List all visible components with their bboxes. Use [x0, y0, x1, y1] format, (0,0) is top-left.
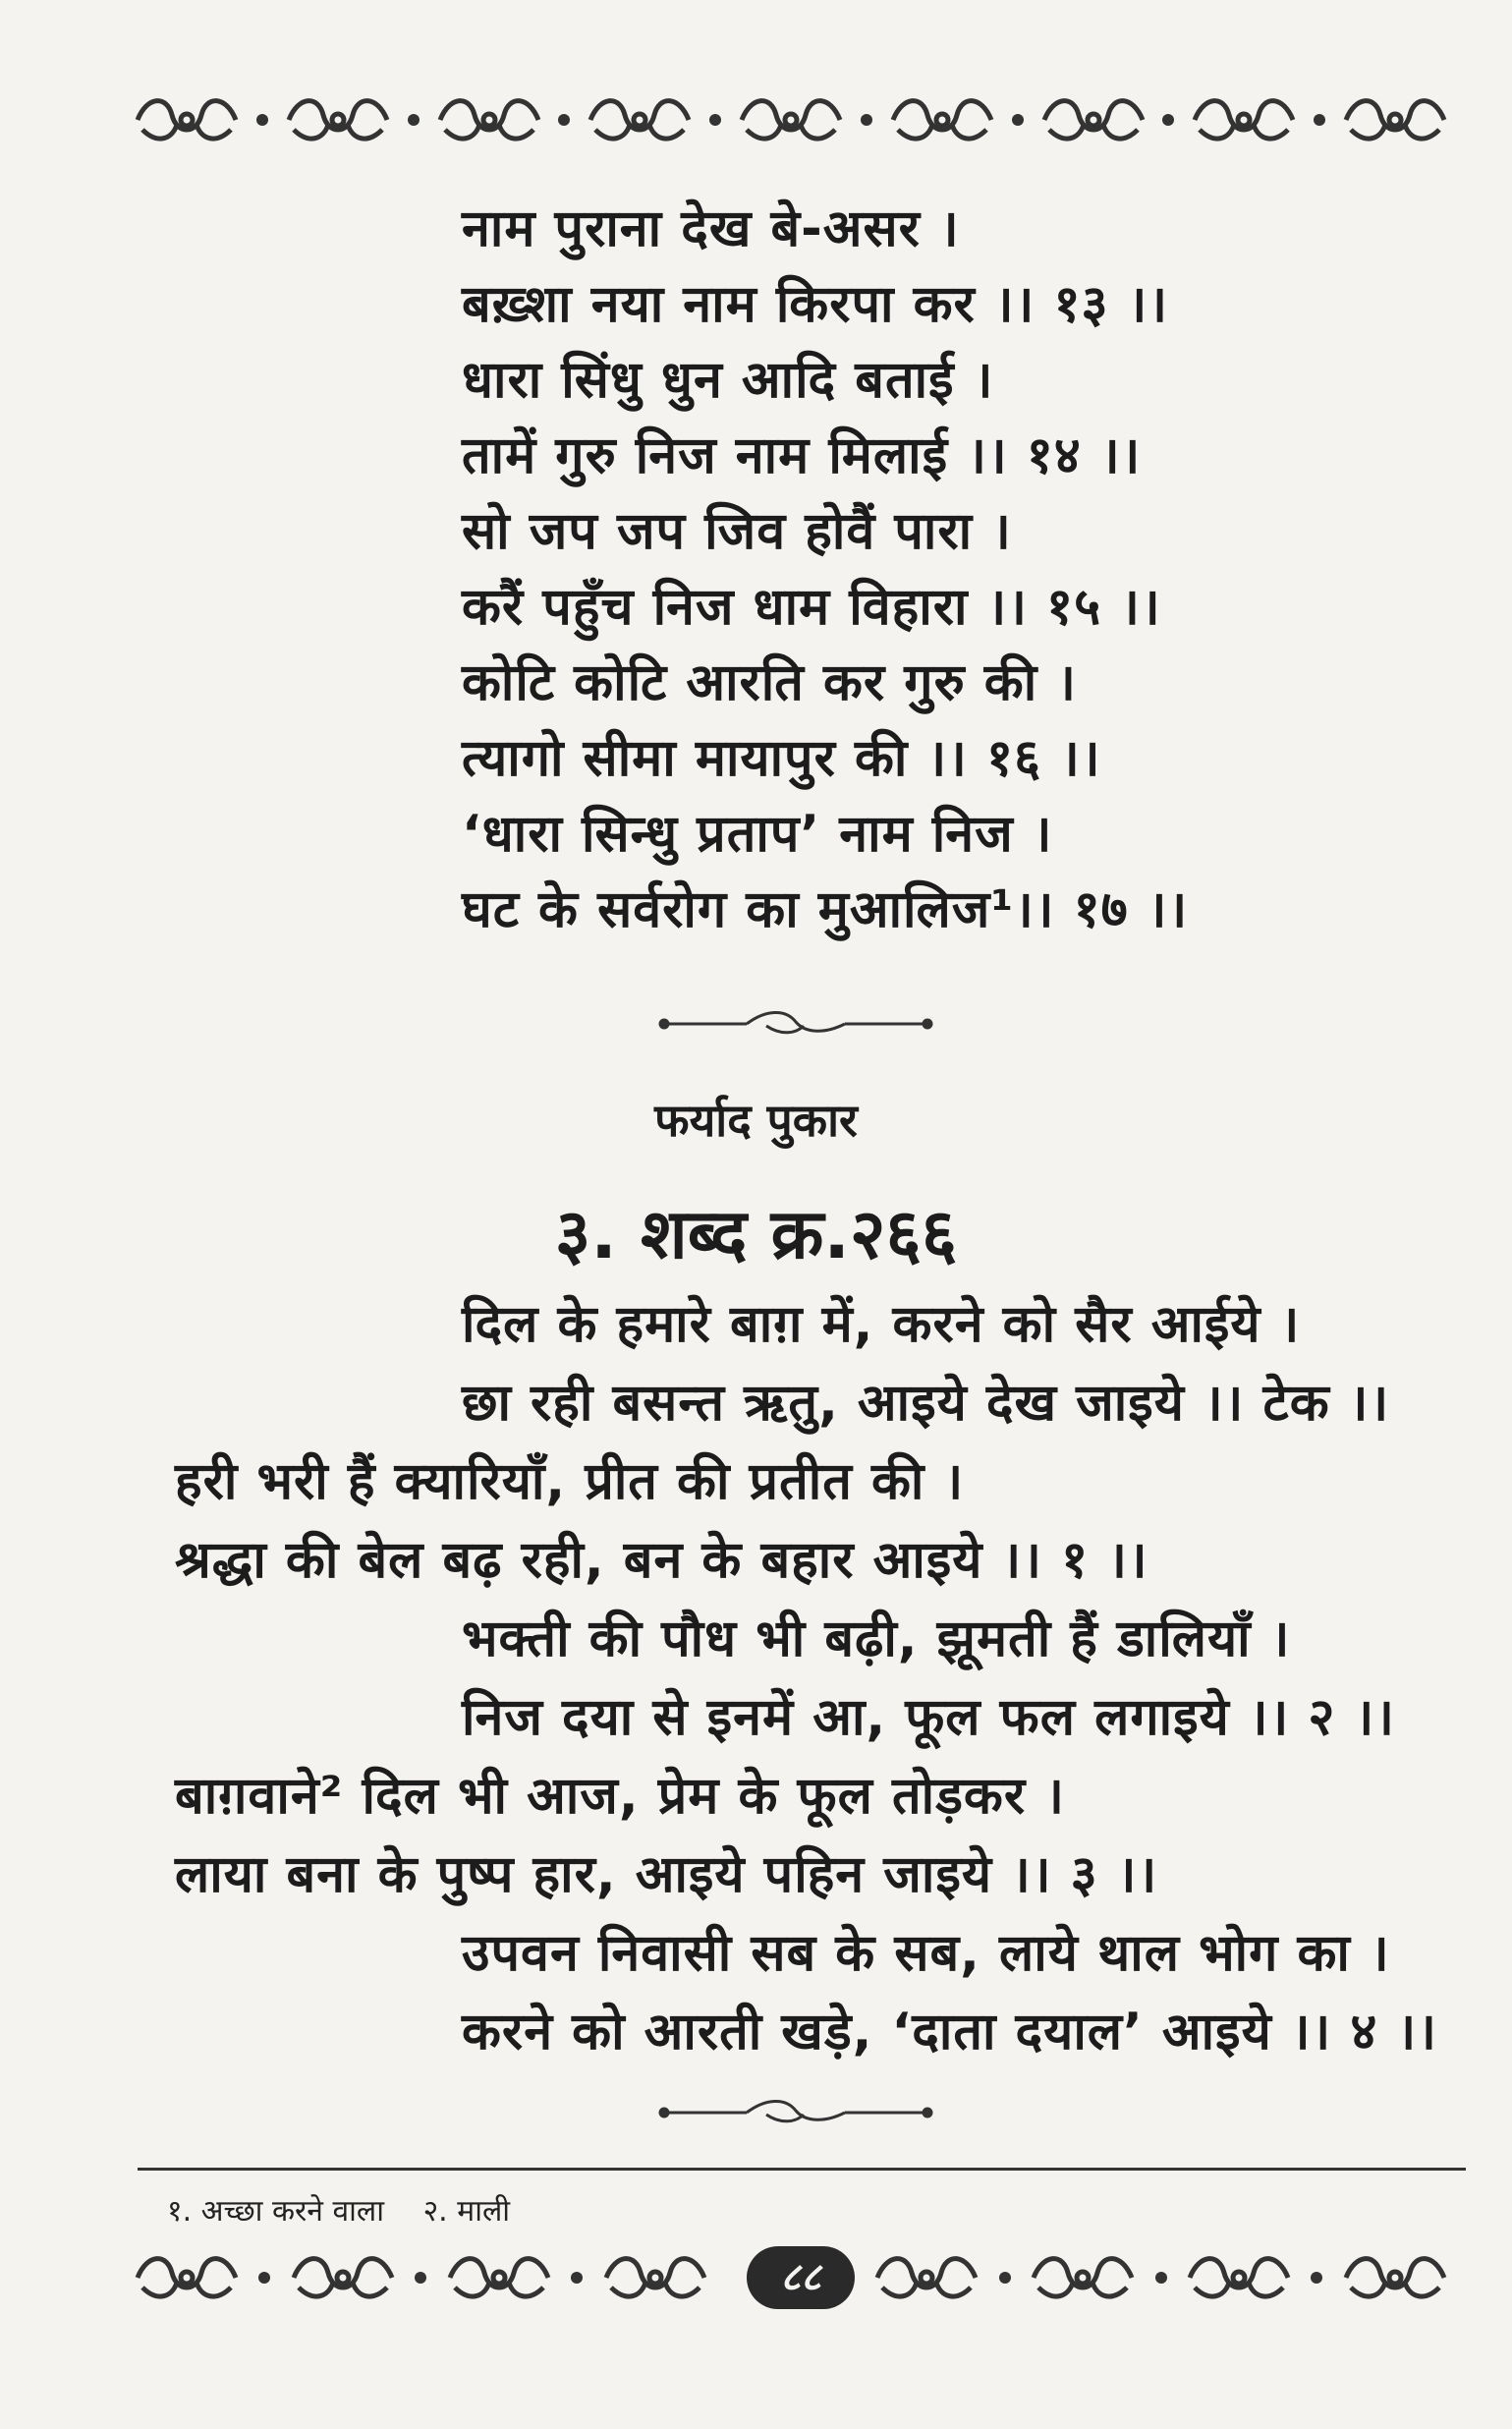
footnotes [167, 2189, 539, 2230]
floral-scroll-icon [128, 2248, 246, 2307]
floral-scroll-icon [732, 90, 850, 149]
verse-line: सो जप जप जिव होवैं पारा । [462, 502, 1012, 561]
border-dot [558, 114, 570, 126]
border-dot [1012, 114, 1024, 126]
section-subtitle: फर्याद पुकार [654, 1094, 858, 1147]
floral-scroll-icon [1336, 90, 1454, 149]
border-dot [408, 114, 420, 126]
floral-scroll-icon [284, 2248, 402, 2307]
flourish-divider-icon [658, 1004, 933, 1044]
floral-scroll-icon [128, 90, 246, 149]
verse-line: लाया बना के पुष्प हार, आइये पहिन जाइये ।। ३ ।। [175, 1845, 1158, 1904]
border-dot [256, 114, 268, 126]
verse-line: छा रही बसन्त ऋतु, आइये देख जाइये ।। टेक ।। [462, 1374, 1390, 1433]
border-dot [1155, 2272, 1167, 2284]
border-dot [861, 114, 872, 126]
floral-scroll-icon [279, 90, 397, 149]
verse-line: निज दया से इनमें आ, फूल फल लगाइये ।। २ ।। [462, 1688, 1395, 1747]
verse-line: बख़्शा नया नाम किरपा कर ।। १३ ।। [462, 275, 1169, 334]
verse-line: करने को आरती खड़े, ‘दाता दयाल’ आइये ।। ४ ।। [462, 2003, 1437, 2062]
floral-scroll-icon [430, 90, 548, 149]
border-dot [999, 2272, 1011, 2284]
verse-line: तामें गुरु निज नाम मिलाई ।। १४ ।। [462, 426, 1142, 485]
verse-line: बाग़वाने² दिल भी आज, प्रेम के फूल तोड़कर । [175, 1767, 1065, 1826]
section-title: ३. शब्द क्र.२६६ [554, 1194, 958, 1274]
verse-line: भक्ती की पौध भी बढ़ी, झूमती हैं डालियाँ । [462, 1610, 1291, 1668]
flourish-divider-icon [658, 2093, 933, 2132]
verse-line: श्रद्धा की बेल बढ़ रही, बन के बहार आइये ।। १ ।। [175, 1531, 1148, 1590]
border-dot [1314, 114, 1325, 126]
floral-scroll-icon [1185, 90, 1303, 149]
floral-scroll-icon [440, 2248, 558, 2307]
border-dot [258, 2272, 270, 2284]
floral-scroll-icon [1336, 2248, 1454, 2307]
border-dot [709, 114, 721, 126]
verse-line: घट के सर्वरोग का मुआलिज¹।। १७ ।। [462, 880, 1189, 939]
verse-line: त्यागो सीमा मायापुर की ।। १६ ।। [462, 729, 1101, 788]
verse-line: करैं पहुँच निज धाम विहारा ।। १५ ।। [462, 578, 1161, 637]
verse-line: धारा सिंधु धुन आदि बताई । [462, 351, 994, 410]
verse-line: ‘धारा सिन्धु प्रताप’ नाम निज । [462, 805, 1053, 864]
border-dot [1311, 2272, 1322, 2284]
floral-scroll-icon [883, 90, 1001, 149]
floral-scroll-icon [1024, 2248, 1142, 2307]
verse-line: हरी भरी हैं क्यारियाँ, प्रीत की प्रतीत की । [175, 1452, 965, 1511]
page-number: ८८ [747, 2246, 855, 2309]
top-border [128, 81, 1454, 159]
border-dot [1162, 114, 1174, 126]
floral-scroll-icon [1180, 2248, 1298, 2307]
border-dot [415, 2272, 426, 2284]
verse-line: उपवन निवासी सब के सब, लाये थाल भोग का । [462, 1924, 1390, 1983]
floral-scroll-icon [596, 2248, 714, 2307]
floral-scroll-icon [581, 90, 699, 149]
footnote-1: १. अच्छा करने वाला [167, 2194, 385, 2229]
footnote-divider [138, 2168, 1466, 2171]
floral-scroll-icon [868, 2248, 985, 2307]
floral-scroll-icon [1035, 90, 1152, 149]
footnote-2: २. माली [422, 2194, 511, 2229]
verse-line: नाम पुराना देख बे-असर । [462, 199, 960, 258]
verse-line: कोटि कोटि आरति कर गुरु की । [462, 653, 1077, 712]
border-dot [571, 2272, 583, 2284]
verse-line: दिल के हमारे बाग़ में, करने को सैर आईये । [462, 1295, 1301, 1354]
